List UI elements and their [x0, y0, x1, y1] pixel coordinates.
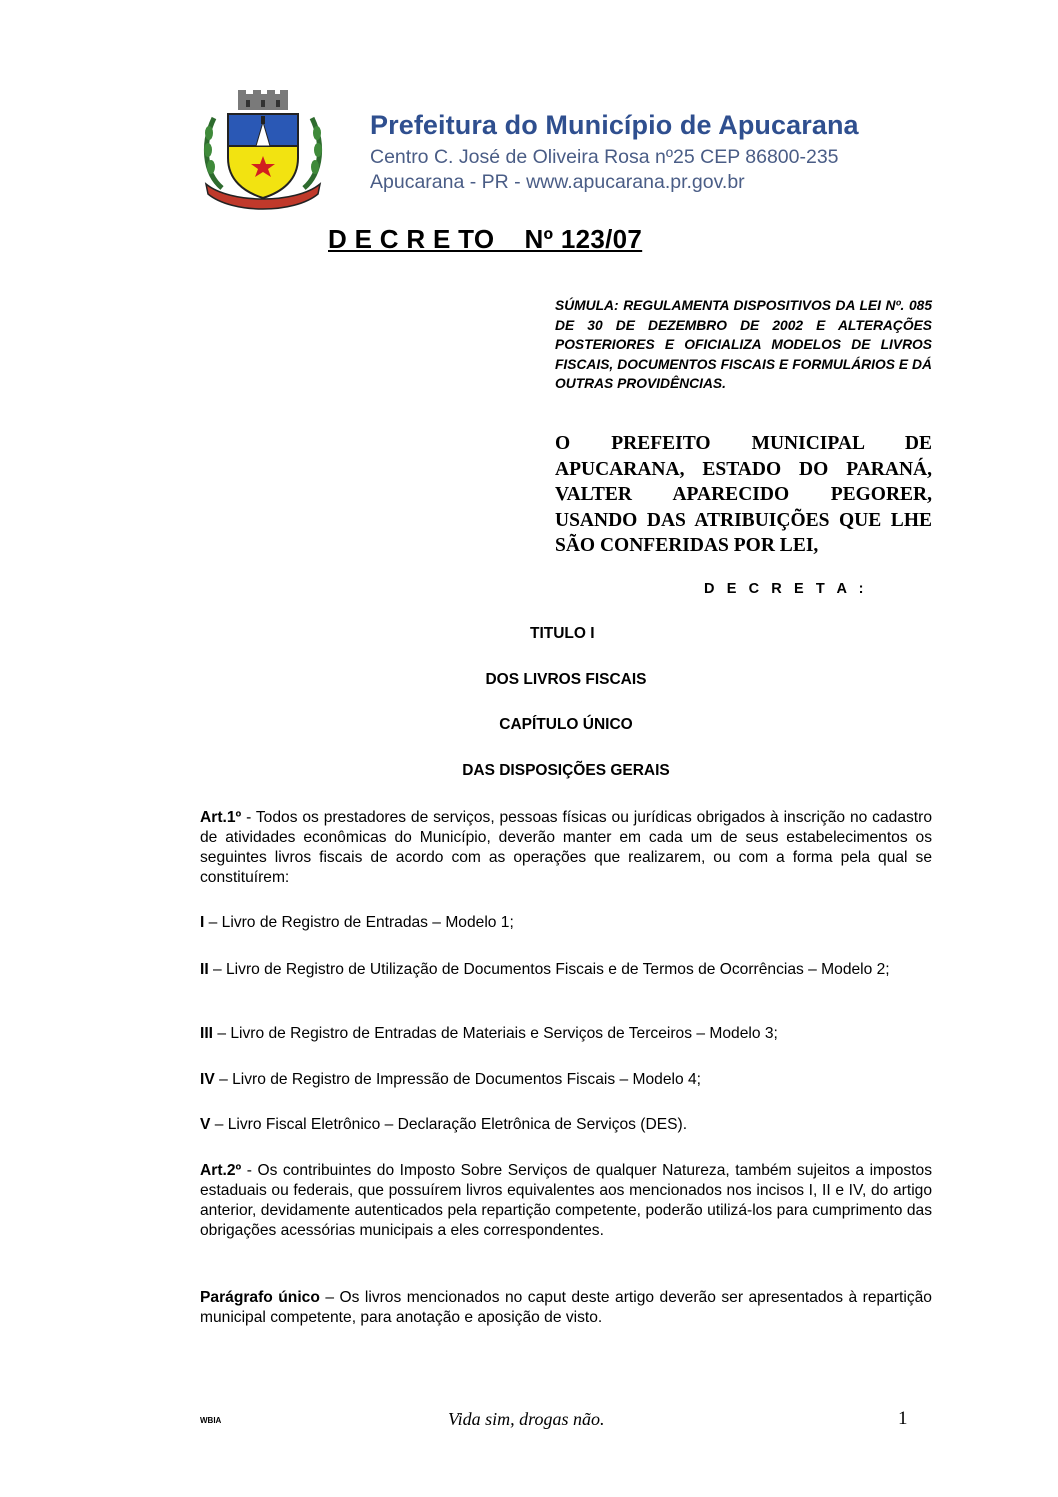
decree-preamble: O PREFEITO MUNICIPAL DE APUCARANA, ESTADO DO PARANÁ, VALTER APARECIDO PEGORER, USANDO DAS ATRIBUIÇÕES QUE LHE SÃO CONFERIDAS POR LEI,	[555, 433, 932, 557]
section-heading-livros: DOS LIVROS FISCAIS	[485, 671, 647, 688]
decree-summary: SÚMULA: REGULAMENTA DISPOSITIVOS DA LEI Nº. 085 DE 30 DE DEZEMBRO DE 2002 E ALTERAÇÕES POSTERIORES E OFICIALIZA MODELOS DE LIVROS FISCAIS, DOCUMENTOS FISCAIS E FORMULÁRIOS E DÁ OUTRAS PROVIDÊNCIAS.	[555, 298, 932, 391]
inciso-iv	[200, 1070, 932, 1090]
inciso-v-label: V	[200, 1116, 211, 1133]
chapter-heading: CAPÍTULO ÚNICO	[499, 716, 633, 733]
inciso-ii-label: II	[200, 961, 209, 978]
section-heading-disposicoes: DAS DISPOSIÇÕES GERAIS	[462, 762, 670, 779]
sole-paragraph-text: – Os livros mencionados no caput deste artigo deverão ser apresentados à repartição municipal competente, para anotação e aposição de visto.	[200, 1289, 932, 1326]
inciso-iv-label: IV	[200, 1071, 215, 1088]
inciso-iii-label: III	[200, 1025, 213, 1042]
sole-paragraph	[200, 1288, 932, 1328]
municipality-website: Apucarana - PR - www.apucarana.pr.gov.br	[370, 171, 745, 193]
inciso-iii	[200, 1024, 932, 1044]
inciso-i-label: I	[200, 914, 205, 931]
footer-code: WBIA	[200, 1416, 222, 1425]
page-number: 1	[898, 1408, 908, 1429]
inciso-v-text: – Livro Fiscal Eletrônico – Declaração Eletrônica de Serviços (DES).	[210, 1116, 688, 1133]
footer-motto: Vida sim, drogas não.	[448, 1409, 605, 1429]
inciso-iii-text: – Livro de Registro de Entradas de Materiais e Serviços de Terceiros – Modelo 3;	[213, 1025, 778, 1042]
article-1	[200, 808, 932, 888]
decreta-label: D E C R E T A :	[704, 581, 868, 597]
inciso-i-text: – Livro de Registro de Entradas – Modelo 1;	[204, 914, 514, 931]
article-1-label: Art.1º	[200, 809, 242, 826]
sole-paragraph-label: Parágrafo único	[200, 1289, 320, 1306]
municipality-title: Prefeitura do Município de Apucarana	[370, 110, 859, 140]
municipal-coat-of-arms-icon	[200, 88, 326, 218]
title-heading: TITULO I	[530, 625, 595, 642]
inciso-i	[200, 913, 932, 933]
article-2	[200, 1161, 932, 1241]
municipality-address: Centro C. José de Oliveira Rosa nº25 CEP 86800-235	[370, 146, 839, 168]
inciso-iv-text: – Livro de Registro de Impressão de Documentos Fiscais – Modelo 4;	[214, 1071, 701, 1088]
article-1-text: - Todos os prestadores de serviços, pessoas físicas ou jurídicas obrigados à inscrição no cadastro de atividades econômicas do Município, deverão manter em cada um de seus estabelecimentos os seguintes livros fiscais de acordo com as operações que realizarem, ou com a forma pela qual se constituírem:	[200, 809, 932, 886]
inciso-ii-text: – Livro de Registro de Utilização de Documentos Fiscais e de Termos de Ocorrências – Modelo 2;	[208, 961, 890, 978]
article-2-label: Art.2º	[200, 1162, 242, 1179]
article-2-text: - Os contribuintes do Imposto Sobre Serviços de qualquer Natureza, também sujeitos a impostos estaduais ou federais, que possuírem livros equivalentes aos mencionados nos incisos I, II e IV, do artigo anterior, devidamente autenticados pela repartição competente, poderão utilizá-los para cumprimento das obrigações acessórias municipais a eles correspondentes.	[200, 1162, 932, 1239]
inciso-v	[200, 1115, 932, 1135]
decree-heading: D E C R E TO Nº 123/07	[328, 224, 643, 254]
inciso-ii	[200, 960, 932, 980]
